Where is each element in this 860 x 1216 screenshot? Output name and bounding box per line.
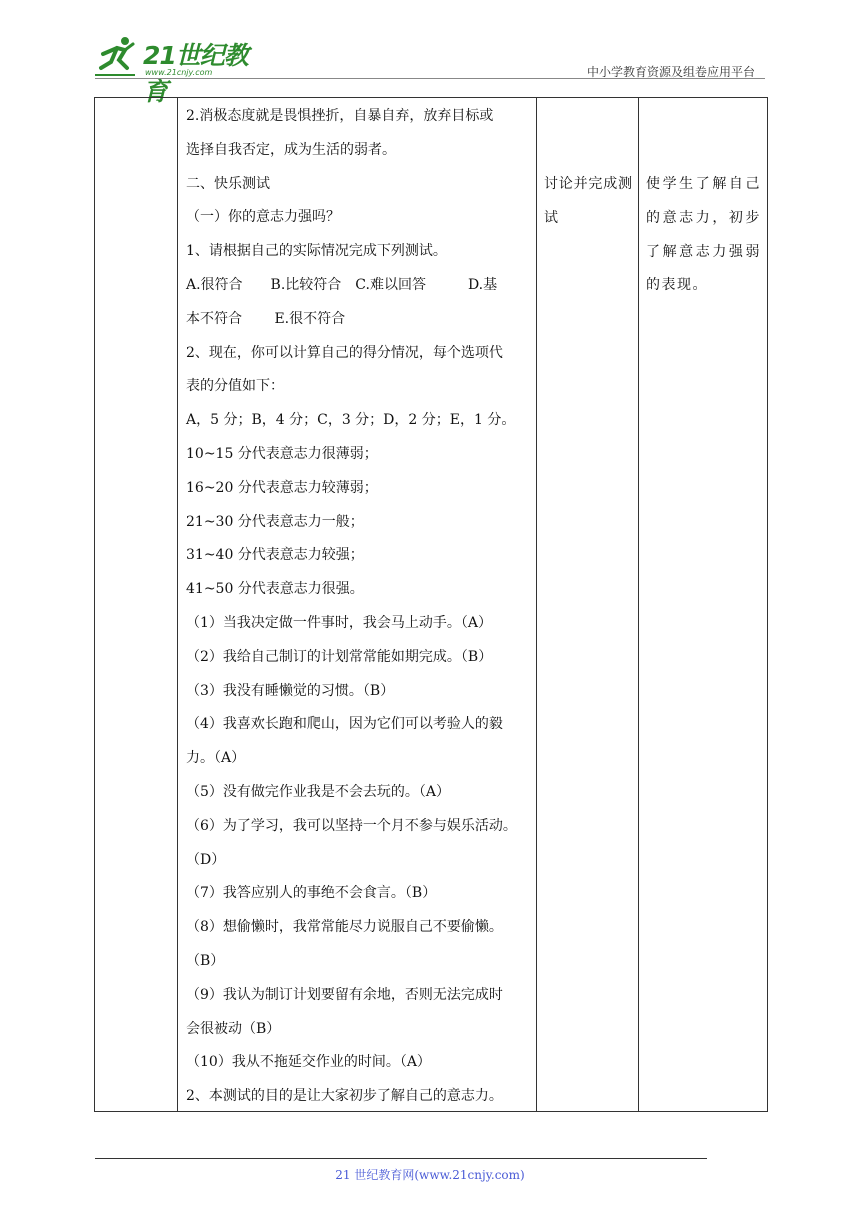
platform-name: 中小学教育资源及组卷应用平台 bbox=[586, 65, 755, 79]
content-line: A，5 分；B，4 分；C，3 分；D，2 分；E，1 分。 bbox=[186, 412, 516, 429]
content-line: （7）我答应别人的事绝不会食言。（B） bbox=[186, 885, 437, 902]
content-line: （B） bbox=[186, 952, 225, 969]
table-row bbox=[95, 98, 768, 1112]
content-line: （3）我没有睡懒觉的习惯。（B） bbox=[186, 682, 395, 699]
content-line: （D） bbox=[186, 851, 226, 868]
content-line: 会很被动（B） bbox=[186, 1020, 281, 1037]
runner-icon bbox=[95, 34, 141, 78]
footer-text[interactable]: 21 世纪教育网(www.21cnjy.com) bbox=[335, 1168, 525, 1182]
lesson-table bbox=[94, 97, 768, 1112]
content-line: （2）我给自己制订的计划常常能如期完成。（B） bbox=[186, 648, 493, 665]
content-line: （一）你的意志力强吗？ bbox=[186, 209, 340, 226]
content-line: 16~20 分代表意志力较薄弱； bbox=[186, 479, 378, 496]
student-activity-cell bbox=[537, 98, 639, 1112]
content-line: 2、现在，你可以计算自己的得分情况，每个选项代 bbox=[186, 344, 503, 361]
logo-url: www.21cnjy.com bbox=[145, 68, 213, 77]
content-cell bbox=[178, 98, 537, 1112]
content-line: （8）想偷懒时，我常常能尽力说服自己不要偷懒。 bbox=[186, 919, 503, 936]
content-line: （4）我喜欢长跑和爬山，因为它们可以考验人的毅 bbox=[186, 716, 503, 733]
content-line: 2、本测试的目的是让大家初步了解自己的意志力。 bbox=[186, 1088, 503, 1105]
site-logo[interactable] bbox=[95, 34, 265, 106]
content-line: 力。（A） bbox=[186, 750, 246, 767]
design-intent-cell bbox=[639, 98, 768, 1112]
content-line: 二、快乐测试 bbox=[186, 175, 270, 192]
header-divider bbox=[95, 78, 765, 79]
content-line: 本不符合 E.很不符合 bbox=[186, 310, 346, 327]
content-line: （6）为了学习，我可以坚持一个月不参与娱乐活动。 bbox=[186, 817, 517, 834]
footer-divider bbox=[95, 1158, 707, 1159]
content-line: （5）没有做完作业我是不会去玩的。（A） bbox=[186, 783, 451, 800]
content-line: 31~40 分代表意志力较强； bbox=[186, 547, 364, 564]
content-line: （1）当我决定做一件事时，我会马上动手。（A） bbox=[186, 614, 493, 631]
content-line: A.很符合 B.比较符合 C.难以回答 D.基 bbox=[186, 276, 498, 293]
empty-cell bbox=[95, 98, 178, 1112]
page-header bbox=[95, 30, 765, 106]
content-line: 41~50 分代表意志力很强。 bbox=[186, 581, 364, 598]
student-activity-text: 讨论并完成测试 bbox=[544, 176, 632, 226]
content-line: 21~30 分代表意志力一般； bbox=[186, 513, 364, 530]
content-line: （9）我认为制订计划要留有余地，否则无法完成时 bbox=[186, 986, 503, 1003]
content-line: 1、请根据自己的实际情况完成下列测试。 bbox=[186, 243, 447, 260]
content-line: 表的分值如下： bbox=[186, 378, 284, 395]
content-line: 2.消极态度就是畏惧挫折，自暴自弃，放弃目标或 bbox=[186, 108, 494, 124]
content-line: 10~15 分代表意志力很薄弱； bbox=[186, 445, 378, 462]
logo-text: 21世纪教育 bbox=[143, 41, 248, 106]
content-line: 选择自我否定，成为生活的弱者。 bbox=[186, 141, 396, 158]
content-line: （10）我从不拖延交作业的时间。（A） bbox=[186, 1054, 431, 1071]
content-lines bbox=[178, 98, 536, 1111]
design-intent-text: 使学生了解自己的意志力，初步了解意志力强弱的表现。 bbox=[646, 176, 761, 294]
